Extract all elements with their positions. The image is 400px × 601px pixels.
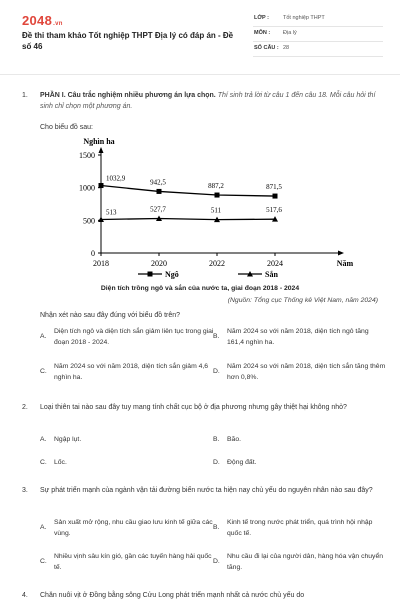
question-instruction xyxy=(40,90,390,112)
line-chart xyxy=(0,135,400,285)
option-text: Kinh tế trong nước phát triển, quá trình hội nhập quốc tế. xyxy=(227,519,373,537)
question-3 xyxy=(22,485,392,509)
exam-meta xyxy=(253,12,383,57)
x-tick-label: 2020 xyxy=(151,259,167,268)
part-instruction: Thí sinh trả lời từ câu 1 đến câu 18. Mỗi câu hỏi thí sinh chỉ chọn một phương án. xyxy=(40,92,376,110)
option-text: Nhiều vịnh sâu kín gió, gần các tuyến hàng hải quốc tế. xyxy=(54,553,212,571)
x-tick-label: 2024 xyxy=(267,259,283,268)
data-point-ngo xyxy=(215,193,220,198)
option-label: D. xyxy=(213,459,220,466)
option-label: D. xyxy=(213,368,220,375)
legend-label-ngo: Ngô xyxy=(165,270,179,279)
site-logo[interactable]: 2048.vn xyxy=(22,13,63,28)
question-number: 3. xyxy=(22,487,28,494)
option-label: B. xyxy=(213,333,220,340)
y-axis-label: Nghìn ha xyxy=(83,137,115,146)
data-label: 517,6 xyxy=(266,206,282,215)
meta-key: SỐ CÂU : xyxy=(254,45,279,51)
y-tick-label: 500 xyxy=(83,216,95,226)
option-label: B. xyxy=(213,524,220,531)
meta-value: Tốt nghiệp THPT xyxy=(283,15,325,21)
page-header xyxy=(0,0,400,68)
data-label: 527,7 xyxy=(150,205,166,214)
x-tick-label: 2018 xyxy=(93,259,109,268)
option-text: Năm 2024 so với năm 2018, diện tích sắn tăng thêm hơn 0,8%. xyxy=(227,363,386,381)
option-label: D. xyxy=(213,558,220,565)
header-divider xyxy=(0,74,400,75)
option-text: Sản xuất mở rộng, nhu cầu giao lưu kinh tế giữa các vùng. xyxy=(54,519,213,537)
option-label: A. xyxy=(40,436,47,443)
chart-intro-text: Cho biểu đồ sau: xyxy=(40,124,93,131)
x-axis-label: Năm xyxy=(336,259,354,268)
option-label: A. xyxy=(40,333,47,340)
option-text: Bão. xyxy=(227,436,241,443)
question-2 xyxy=(22,402,392,426)
legend-marker-ngo xyxy=(148,272,153,277)
data-label: 513 xyxy=(106,208,117,217)
meta-class xyxy=(253,12,383,27)
data-label: 871,5 xyxy=(266,183,282,192)
question-number: 4. xyxy=(22,592,28,599)
meta-value: Địa lý xyxy=(283,30,297,36)
data-label: 942,5 xyxy=(150,178,166,187)
option-text: Năm 2024 so với năm 2018, diện tích sắn giảm 4,6 nghìn ha. xyxy=(54,363,209,381)
question-stem: Chăn nuôi vịt ở Đồng bằng sông Cửu Long phát triển mạnh nhất cả nước chủ yếu do xyxy=(40,592,305,599)
y-tick-label: 1000 xyxy=(79,183,95,193)
question-number: 2. xyxy=(22,404,28,411)
option-text: Ngập lụt. xyxy=(54,436,82,443)
option-label: C. xyxy=(40,368,47,375)
question-stem: Sự phát triển mạnh của ngành vận tải đường biển nước ta hiện nay chủ yếu do nguyên nhân nào sau đây? xyxy=(40,487,373,494)
y-tick-label: 0 xyxy=(91,249,95,258)
option-label: B. xyxy=(213,436,220,443)
data-label: 887,2 xyxy=(208,182,224,191)
question-number: 1. xyxy=(22,92,28,99)
option-text: Lốc. xyxy=(54,459,67,466)
question-stem: Nhận xét nào sau đây đúng với biểu đồ trên? xyxy=(40,312,181,319)
x-axis-arrow xyxy=(338,251,344,256)
option-text: Diện tích ngô và diện tích sắn giảm liên tục trong giai đoạn 2018 - 2024. xyxy=(54,328,214,346)
document-title: Đề thi tham khảo Tốt nghiệp THPT Địa lý có đáp án - Đề số 46 xyxy=(22,31,234,51)
meta-value: 28 xyxy=(283,45,290,51)
option-text: Nhu cầu đi lại của người dân, hàng hóa vận chuyển tăng. xyxy=(227,553,384,571)
question-1 xyxy=(22,90,392,120)
meta-key: MÔN : xyxy=(254,30,271,36)
question-stem: Loại thiên tai nào sau đây tuy mang tính chất cục bộ ở địa phương nhưng gây thiệt hại không nhỏ? xyxy=(40,404,347,411)
question-4 xyxy=(22,590,392,601)
chart-caption: Diện tích trồng ngô và sắn của nước ta, giai đoạn 2018 - 2024 xyxy=(100,285,300,292)
series-line-ngo xyxy=(101,186,275,197)
legend-label-san: Sắn xyxy=(265,270,278,279)
option-label: A. xyxy=(40,524,47,531)
data-point-ngo xyxy=(157,189,162,194)
part-heading: PHẦN I. Câu trắc nghiệm nhiều phương án lựa chọn. xyxy=(40,92,216,99)
meta-key: LỚP : xyxy=(254,15,269,21)
data-point-ngo xyxy=(99,183,104,188)
option-label: C. xyxy=(40,459,47,466)
option-label: C. xyxy=(40,558,47,565)
series-line-san xyxy=(101,219,275,220)
chart-source: (Nguồn: Tổng cục Thống kê Việt Nam, năm 2024) xyxy=(227,297,378,304)
meta-subject xyxy=(253,27,383,42)
data-label: 511 xyxy=(210,206,222,215)
option-text: Năm 2024 so với năm 2018, diện tích ngô tăng 161,4 nghìn ha. xyxy=(227,328,369,346)
option-text: Động đất. xyxy=(227,459,257,466)
x-tick-label: 2022 xyxy=(209,259,225,268)
y-axis-arrow xyxy=(99,147,104,153)
meta-question-count xyxy=(253,42,383,57)
data-point-ngo xyxy=(273,194,278,199)
data-label: 1032,9 xyxy=(106,174,126,183)
y-tick-label: 1500 xyxy=(79,151,95,160)
